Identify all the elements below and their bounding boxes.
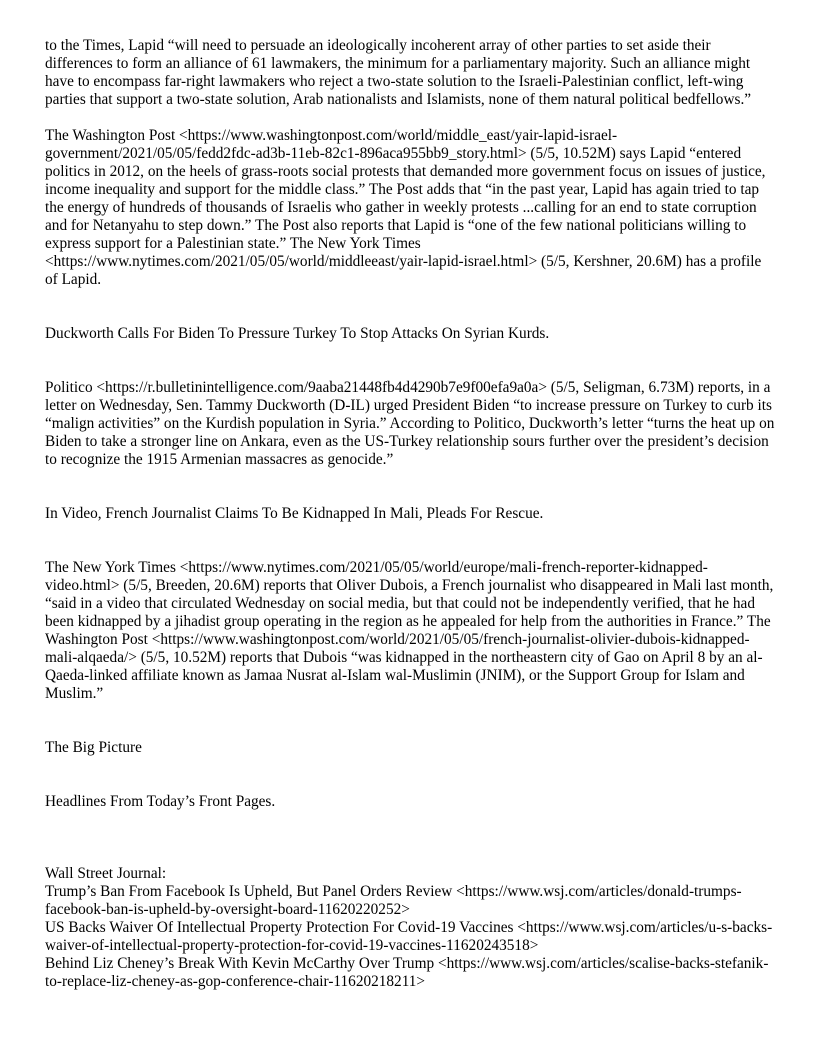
section-subtitle-front-pages: Headlines From Today’s Front Pages.: [45, 793, 276, 810]
paragraph-washington-post-lapid: The Washington Post <https://www.washingtonpost.com/world/middle_east/yair-lapid-israel-government/2021/05/05/fedd2fdc-ad3b-11eb-82c1-896aca955bb9_story.html> (5/5, 10.52M) says Lapid “entered politics in 2012, on the heels of grass-roots social protests that demanded more government focus on issues of justice, income inequality and support for the middle class.” The Post adds that “in the past year, Lapid has again tried to tap the energy of hundreds of thousands of Israelis who gather in weekly protests ...calling for an end to state corruption and for Netanyahu to step down.” The Post also reports that Lapid is “one of the few national politicians willing to express support for a Palestinian state.” The New York Times <https://www.nytimes.com/2021/05/05/world/middleeast/yair-lapid-israel.html> (5/5, Kershner, 20.6M) has a profile of Lapid.: [45, 127, 766, 288]
section-title-big-picture: The Big Picture: [45, 739, 142, 756]
document-page: [45, 37, 775, 991]
headline-list: [45, 865, 775, 991]
paragraph-politico-duckworth: Politico <https://r.bulletinintelligence.com/9aaba21448fb4d4290b7e9f00efa9a0a> (5/5, Seligman, 6.73M) reports, in a letter on Wednesday, Sen. Tammy Duckworth (D-IL) urged President Biden “to increase pressure on Turkey to curb its “malign activities” on the Kurdish population in Syria.” According to Politico, Duckworth’s letter “turns the heat up on Biden to take a stronger line on Ankara, even as the US-Turkey relationship sours further over the president’s decision to recognize the 1915 Armenian massacres as genocide.”: [45, 379, 775, 468]
paragraph-nyt-dubois: The New York Times <https://www.nytimes.com/2021/05/05/world/europe/mali-french-reporter-kidnapped-video.html> (5/5, Breeden, 20.6M) reports that Oliver Dubois, a French journalist who disappeared in Mali last month, “said in a video that circulated Wednesday on social media, but that could not be independently verified, that he had been kidnapped by a jihadist group operating in the region as he appealed for help from the authorities in France.” The Washington Post <https://www.washingtonpost.com/world/2021/05/05/french-journalist-olivier-dubois-kidnapped-mali-alqaeda/> (5/5, 10.52M) reports that Dubois “was kidnapped in the northeastern city of Gao on April 8 by an al-Qaeda-linked affiliate known as Jamaa Nusrat al-Islam wal-Muslimin (JNIM), or the Support Group for Islam and Muslim.”: [45, 559, 774, 702]
headline-duckworth: Duckworth Calls For Biden To Pressure Turkey To Stop Attacks On Syrian Kurds.: [45, 325, 550, 342]
headline-item-facebook-ban: Trump’s Ban From Facebook Is Upheld, But Panel Orders Review <https://www.wsj.com/articles/donald-trumps-facebook-ban-is-upheld-by-oversight-board-11620220252>: [45, 883, 742, 918]
headline-item-liz-cheney: Behind Liz Cheney’s Break With Kevin McCarthy Over Trump <https://www.wsj.com/articles/scalise-backs-stefanik-to-replace-liz-cheney-as-gop-conference-chair-11620218211>: [45, 955, 769, 990]
headline-source-wsj: Wall Street Journal:: [45, 865, 167, 882]
headline-item-vaccine-waiver: US Backs Waiver Of Intellectual Property Protection For Covid-19 Vaccines <https://www.wsj.com/articles/u-s-backs-waiver-of-intellectual-property-protection-for-covid-19-vaccines-11620243518>: [45, 919, 773, 954]
headline-french-journalist: In Video, French Journalist Claims To Be Kidnapped In Mali, Pleads For Rescue.: [45, 505, 544, 522]
paragraph-lapid-coalition: to the Times, Lapid “will need to persuade an ideologically incoherent array of other parties to set aside their differences to form an alliance of 61 lawmakers, the minimum for a parliamentary majority. Such an alliance might have to encompass far-right lawmakers who reject a two-state solution to the Israeli-Palestinian conflict, left-wing parties that support a two-state solution, Arab nationalists and Islamists, none of them natural political bedfellows.”: [45, 37, 752, 108]
